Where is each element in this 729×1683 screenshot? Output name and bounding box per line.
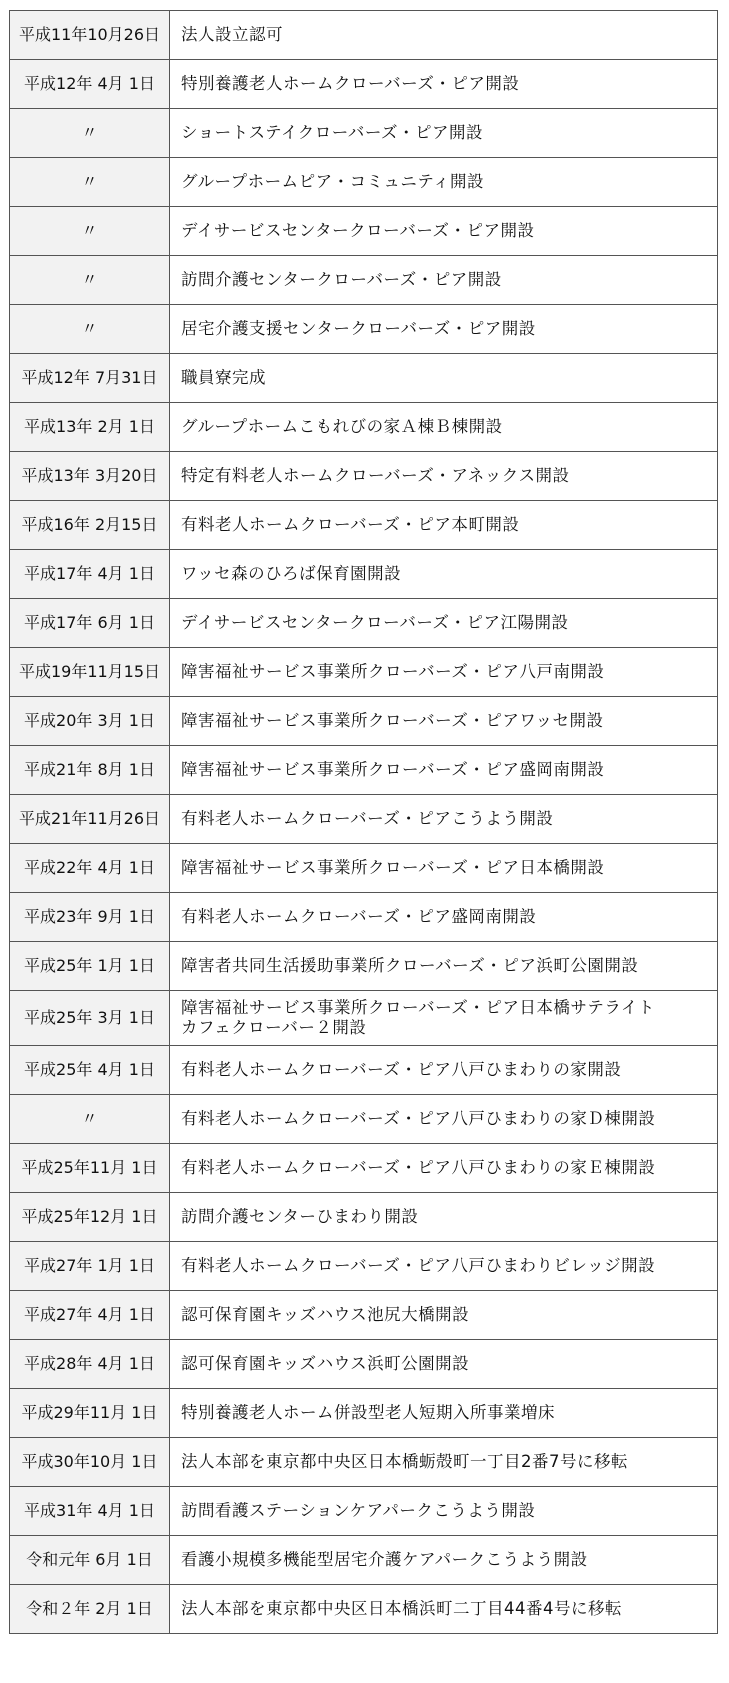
history-event-cell: デイサービスセンタークローバーズ・ピア江陽開設 [170, 599, 718, 648]
history-row [10, 11, 718, 60]
history-event-cell: グループホームピア・コミュニティ開設 [170, 158, 718, 207]
history-date-cell: 平成13年 3月20日 [10, 452, 170, 501]
history-row [10, 305, 718, 354]
history-date-cell: 〃 [10, 305, 170, 354]
history-table [9, 10, 718, 1634]
history-row [10, 403, 718, 452]
history-row [10, 1144, 718, 1193]
history-event-cell: 法人本部を東京都中央区日本橋浜町二丁目44番4号に移転 [170, 1585, 718, 1634]
history-date-cell: 平成16年 2月15日 [10, 501, 170, 550]
history-date-cell: 平成28年 4月 1日 [10, 1340, 170, 1389]
history-row [10, 1242, 718, 1291]
history-row [10, 452, 718, 501]
history-event-cell: 法人本部を東京都中央区日本橋蛎殻町一丁目2番7号に移転 [170, 1438, 718, 1487]
history-row [10, 1095, 718, 1144]
history-event-cell: 認可保育園キッズハウス浜町公園開設 [170, 1340, 718, 1389]
history-event-cell: ワッセ森のひろば保育園開設 [170, 550, 718, 599]
history-event-cell: 障害福祉サービス事業所クローバーズ・ピア盛岡南開設 [170, 746, 718, 795]
history-event-cell: 障害者共同生活援助事業所クローバーズ・ピア浜町公園開設 [170, 942, 718, 991]
history-row [10, 207, 718, 256]
history-date-cell: 平成27年 4月 1日 [10, 1291, 170, 1340]
history-event-cell: 障害福祉サービス事業所クローバーズ・ピア八戸南開設 [170, 648, 718, 697]
history-row [10, 158, 718, 207]
history-date-cell: 平成11年10月26日 [10, 11, 170, 60]
history-date-cell: 平成27年 1月 1日 [10, 1242, 170, 1291]
history-date-cell: 平成20年 3月 1日 [10, 697, 170, 746]
history-date-cell: 平成22年 4月 1日 [10, 844, 170, 893]
history-date-cell: 平成31年 4月 1日 [10, 1487, 170, 1536]
history-row [10, 795, 718, 844]
history-date-cell: 平成29年11月 1日 [10, 1389, 170, 1438]
history-date-cell: 令和元年 6月 1日 [10, 1536, 170, 1585]
history-row [10, 1438, 718, 1487]
history-date-cell: 〃 [10, 1095, 170, 1144]
history-row [10, 893, 718, 942]
history-event-cell: 訪問介護センターひまわり開設 [170, 1193, 718, 1242]
history-row [10, 550, 718, 599]
history-row [10, 1536, 718, 1585]
history-row [10, 746, 718, 795]
history-row [10, 501, 718, 550]
history-row [10, 1291, 718, 1340]
history-row [10, 256, 718, 305]
history-row [10, 1389, 718, 1438]
history-event-cell: 障害福祉サービス事業所クローバーズ・ピア日本橋開設 [170, 844, 718, 893]
history-event-cell: デイサービスセンタークローバーズ・ピア開設 [170, 207, 718, 256]
history-date-cell: 平成25年11月 1日 [10, 1144, 170, 1193]
history-event-cell: 法人設立認可 [170, 11, 718, 60]
history-row [10, 60, 718, 109]
history-event-cell: 訪問看護ステーションケアパークこうよう開設 [170, 1487, 718, 1536]
history-event-cell: 居宅介護支援センタークローバーズ・ピア開設 [170, 305, 718, 354]
history-date-cell: 〃 [10, 256, 170, 305]
history-event-line: カフェクローバー２開設 [181, 1018, 367, 1037]
history-row [10, 109, 718, 158]
history-row [10, 648, 718, 697]
history-row [10, 1585, 718, 1634]
history-row [10, 942, 718, 991]
history-date-cell: 平成17年 6月 1日 [10, 599, 170, 648]
history-table-body [10, 11, 718, 1634]
history-date-cell: 平成25年12月 1日 [10, 1193, 170, 1242]
history-date-cell: 平成21年 8月 1日 [10, 746, 170, 795]
history-date-cell: 平成30年10月 1日 [10, 1438, 170, 1487]
history-date-cell: 平成19年11月15日 [10, 648, 170, 697]
history-row [10, 1487, 718, 1536]
history-row [10, 991, 718, 1046]
history-date-cell: 平成21年11月26日 [10, 795, 170, 844]
history-event-cell: 有料老人ホームクローバーズ・ピア八戸ひまわりの家開設 [170, 1046, 718, 1095]
history-event-cell: 有料老人ホームクローバーズ・ピア八戸ひまわりの家Ｅ棟開設 [170, 1144, 718, 1193]
history-row [10, 1046, 718, 1095]
history-date-cell: 平成25年 4月 1日 [10, 1046, 170, 1095]
history-date-cell: 平成23年 9月 1日 [10, 893, 170, 942]
history-event-cell: 有料老人ホームクローバーズ・ピア八戸ひまわりビレッジ開設 [170, 1242, 718, 1291]
history-date-cell: 〃 [10, 109, 170, 158]
history-event-cell: 有料老人ホームクローバーズ・ピア盛岡南開設 [170, 893, 718, 942]
history-event-cell: 訪問介護センタークローバーズ・ピア開設 [170, 256, 718, 305]
history-date-cell: 〃 [10, 158, 170, 207]
history-event-cell: 有料老人ホームクローバーズ・ピアこうよう開設 [170, 795, 718, 844]
history-event-cell: 認可保育園キッズハウス池尻大橋開設 [170, 1291, 718, 1340]
history-event-cell: 特定有料老人ホームクローバーズ・アネックス開設 [170, 452, 718, 501]
history-event-cell: グループホームこもれびの家Ａ棟Ｂ棟開設 [170, 403, 718, 452]
history-date-cell: 平成25年 3月 1日 [10, 991, 170, 1046]
history-event-cell: 有料老人ホームクローバーズ・ピア八戸ひまわりの家Ｄ棟開設 [170, 1095, 718, 1144]
history-event-line: 障害福祉サービス事業所クローバーズ・ピア日本橋サテライト [181, 998, 655, 1017]
history-date-cell: 〃 [10, 207, 170, 256]
history-event-cell: 有料老人ホームクローバーズ・ピア本町開設 [170, 501, 718, 550]
history-date-cell: 平成12年 4月 1日 [10, 60, 170, 109]
history-event-cell: 特別養護老人ホーム併設型老人短期入所事業増床 [170, 1389, 718, 1438]
history-event-cell: 職員寮完成 [170, 354, 718, 403]
history-event-cell: 看護小規模多機能型居宅介護ケアパークこうよう開設 [170, 1536, 718, 1585]
history-row [10, 599, 718, 648]
history-event-cell: ショートステイクローバーズ・ピア開設 [170, 109, 718, 158]
history-date-cell: 平成12年 7月31日 [10, 354, 170, 403]
history-row [10, 354, 718, 403]
history-row [10, 844, 718, 893]
history-row [10, 697, 718, 746]
history-event-cell: 障害福祉サービス事業所クローバーズ・ピアワッセ開設 [170, 697, 718, 746]
history-date-cell: 平成13年 2月 1日 [10, 403, 170, 452]
history-row [10, 1340, 718, 1389]
history-date-cell: 平成17年 4月 1日 [10, 550, 170, 599]
history-date-cell: 平成25年 1月 1日 [10, 942, 170, 991]
history-event-cell: 特別養護老人ホームクローバーズ・ピア開設 [170, 60, 718, 109]
history-date-cell: 令和２年 2月 1日 [10, 1585, 170, 1634]
history-row [10, 1193, 718, 1242]
history-event-cell [170, 991, 718, 1046]
